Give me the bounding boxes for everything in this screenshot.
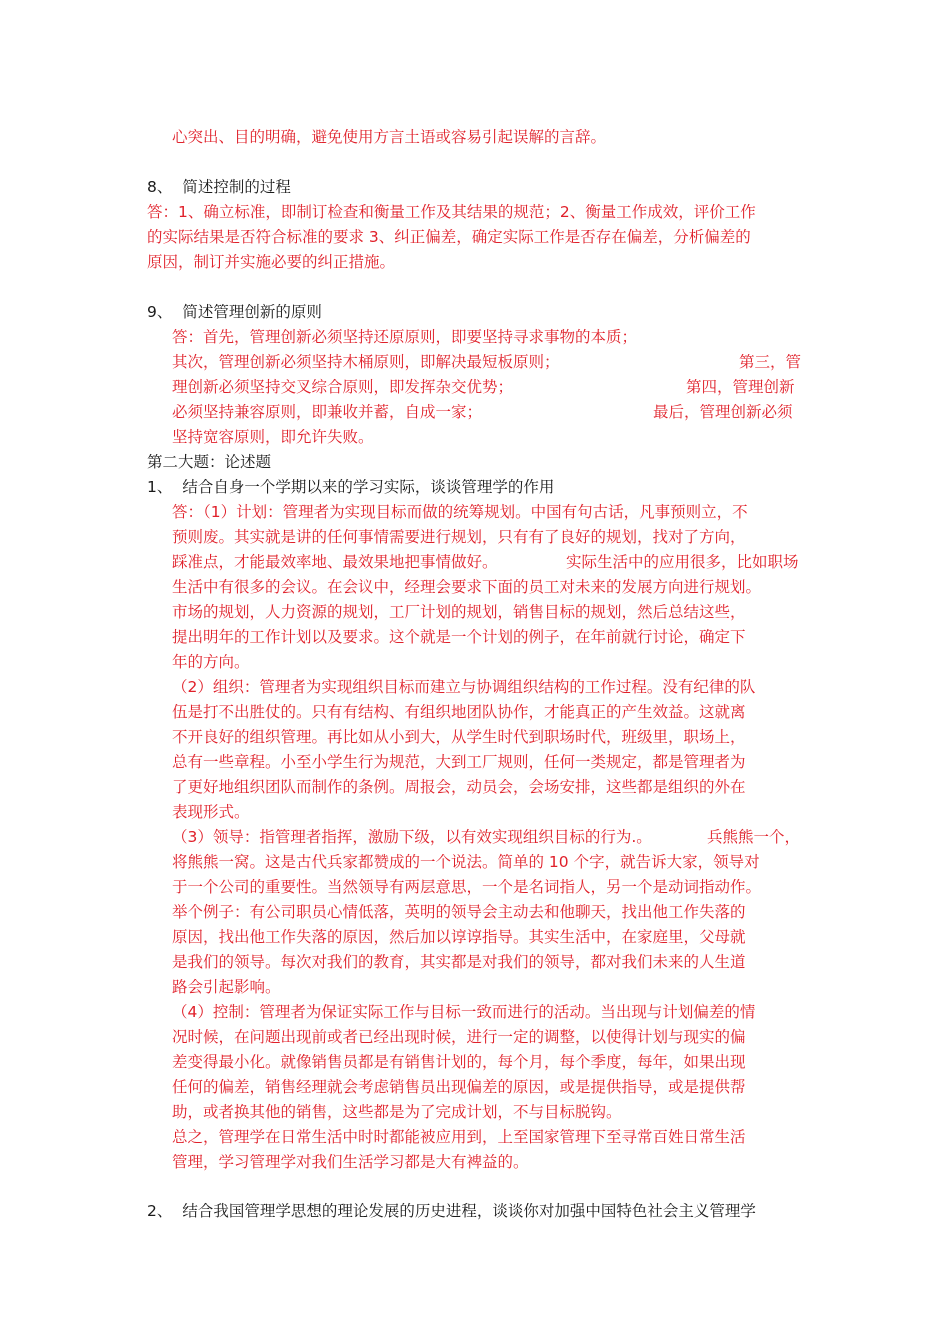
answer-line: 心突出、目的明确，避免使用方言土语或容易引起误解的言辞。 [172,128,607,146]
answer-line: 其次，管理创新必须坚持木桶原则，即解决最短板原则； [172,353,560,371]
answer-line: 必须坚持兼容原则，即兼收并蓄，自成一家； [172,403,483,421]
answer-line: 生活中有很多的会议。在会议中，经理会要求下面的员工对未来的发展方向进行规划。 [172,578,762,596]
answer-line: 第三，管 [739,353,802,371]
answer-line: 坚持宽容原则，即允许失败。 [172,428,374,446]
answer-line: 路会引起影响。 [172,978,281,996]
answer-line: （2）组织：管理者为实现组织目标而建立与协调组织结构的工作过程。没有纪律的队 [172,678,756,696]
answer-line: 将熊熊一窝。这是古代兵家都赞成的一个说法。简单的 10 个字，就告诉大家，领导对 [172,853,760,871]
answer-line: 实际生活中的应用很多，比如职场 [566,553,799,571]
question-heading [147,302,322,322]
answer-line: 踩准点，才能最效率地、最效果地把事情做好。 [172,553,498,571]
question-number: 1、 [147,478,173,496]
answer-line: 理创新必须坚持交叉综合原则，即发挥杂交优势； [172,378,514,396]
answer-line: 年的方向。 [172,653,250,671]
answer-line: 总有一些章程。小至小学生行为规范，大到工厂规则，任何一类规定，都是管理者为 [172,753,746,771]
answer-line: 答：首先，管理创新必须坚持还原原则，即要坚持寻求事物的本质； [172,328,638,346]
answer-line: 表现形式。 [172,803,250,821]
question-heading [147,177,291,197]
answer-line: （4）控制：管理者为保证实际工作与目标一致而进行的活动。当出现与计划偏差的情 [172,1003,756,1021]
section-title: 第二大题：论述题 [147,453,272,471]
answer-line: 况时候，在问题出现前或者已经出现时候，进行一定的调整，以使得计划与现实的偏 [172,1028,746,1046]
answer-line: 任何的偏差，销售经理就会考虑销售员出现偏差的原因，或是提供指导，或是提供帮 [172,1078,746,1096]
answer-line: 助，或者换其他的销售，这些都是为了完成计划，不与目标脱钩。 [172,1103,622,1121]
question-number: 9、 [147,303,173,321]
question-title: 结合我国管理学思想的理论发展的历史进程，谈谈你对加强中国特色社会主义管理学 [182,1202,756,1220]
answer-line: 不开良好的组织管理。再比如从小到大，从学生时代到职场时代，班级里，职场上， [172,728,746,746]
question-title: 简述控制的过程 [182,178,291,196]
answer-line: 提出明年的工作计划以及要求。这个就是一个计划的例子，在年前就行讨论，确定下 [172,628,746,646]
answer-line: 市场的规划，人力资源的规划，工厂计划的规划，销售目标的规划，然后总结这些， [172,603,746,621]
answer-line: 答：（1）计划：管理者为实现目标而做的统筹规划。中国有句古话，凡事预则立，不 [172,503,748,521]
question-title: 结合自身一个学期以来的学习实际，谈谈管理学的作用 [182,478,555,496]
answer-line: 的实际结果是否符合标准的要求 3、纠正偏差，确定实际工作是否存在偏差，分析偏差的 [147,228,751,246]
answer-line: 原因，找出他工作失落的原因，然后加以谆谆指导。其实生活中，在家庭里，父母就 [172,928,746,946]
question-heading [147,1201,756,1221]
answer-line: 举个例子：有公司职员心情低落，英明的领导会主动去和他聊天，找出他工作失落的 [172,903,746,921]
question-title: 简述管理创新的原则 [182,303,322,321]
answer-line: 兵熊熊一个， [707,828,801,846]
answer-line: 原因，制订并实施必要的纠正措施。 [147,253,396,271]
answer-line: 第四，管理创新 [686,378,795,396]
answer-line: 差变得最小化。就像销售员都是有销售计划的，每个月，每个季度，每年，如果出现 [172,1053,746,1071]
question-heading [147,477,554,497]
answer-line: 是我们的领导。每次对我们的教育，其实都是对我们的领导，都对我们未来的人生道 [172,953,746,971]
answer-line: 答：1、确立标准，即制订检查和衡量工作及其结果的规范；2、衡量工作成效，评价工作 [147,203,756,221]
answer-line: 预则废。其实就是讲的任何事情需要进行规划，只有有了良好的规划，找对了方向， [172,528,746,546]
answer-line: （3）领导：指管理者指挥，激励下级，以有效实现组织目标的行为.。 [172,828,652,846]
answer-line: 于一个公司的重要性。当然领导有两层意思，一个是名词指人，另一个是动词指动作。 [172,878,762,896]
answer-line: 伍是打不出胜仗的。只有有结构、有组织地团队协作，才能真正的产生效益。这就离 [172,703,746,721]
answer-line: 总之，管理学在日常生活中时时都能被应用到，上至国家管理下至寻常百姓日常生活 [172,1128,746,1146]
answer-line: 管理，学习管理学对我们生活学习都是大有裨益的。 [172,1153,529,1171]
answer-line: 最后，管理创新必须 [653,403,793,421]
answer-line: 了更好地组织团队而制作的条例。周报会，动员会，会场安排，这些都是组织的外在 [172,778,746,796]
question-number: 8、 [147,178,173,196]
question-number: 2、 [147,1202,173,1220]
